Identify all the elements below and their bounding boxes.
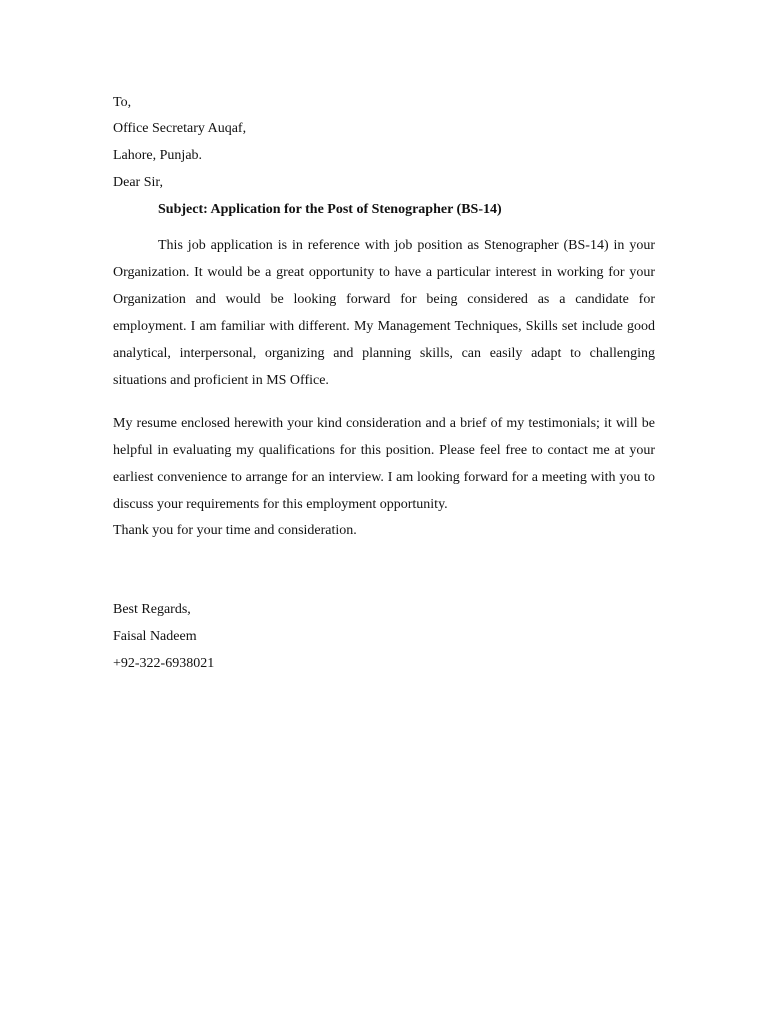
recipient-office: Office Secretary Auqaf, xyxy=(113,121,247,136)
signature-name: Faisal Nadeem xyxy=(113,629,197,644)
phone-number: +92-322-6938021 xyxy=(113,656,215,671)
subject-line: Subject: Application for the Post of Stenographer (BS-14) xyxy=(158,202,502,217)
thanks-line: Thank you for your time and consideration. xyxy=(113,523,357,538)
recipient-to: To, xyxy=(113,95,132,110)
body-paragraph-1: This job application is in reference with job position as Stenographer (BS-14) in your Organization. It would be a great opportunity to have a particular interest in working for your Organization and would be looking forward for being considered as a candidate for employment. I am familiar with different. My Management Techniques, Skills set include good analytical, interpersonal, organizing and planning skills, can easily adapt to challenging situations and proficient in MS Office. xyxy=(113,238,655,388)
closing-line: Best Regards, xyxy=(113,602,191,617)
recipient-city: Lahore, Punjab. xyxy=(113,148,203,163)
body-paragraph-2: My resume enclosed herewith your kind consideration and a brief of my testimonials; it will be helpful in evaluating my qualifications for this position. Please feel free to contact me at your earliest convenience to arrange for an interview. I am looking forward for a meeting with you to discuss your requirements for this employment opportunity. xyxy=(113,416,655,512)
salutation: Dear Sir, xyxy=(113,175,163,190)
